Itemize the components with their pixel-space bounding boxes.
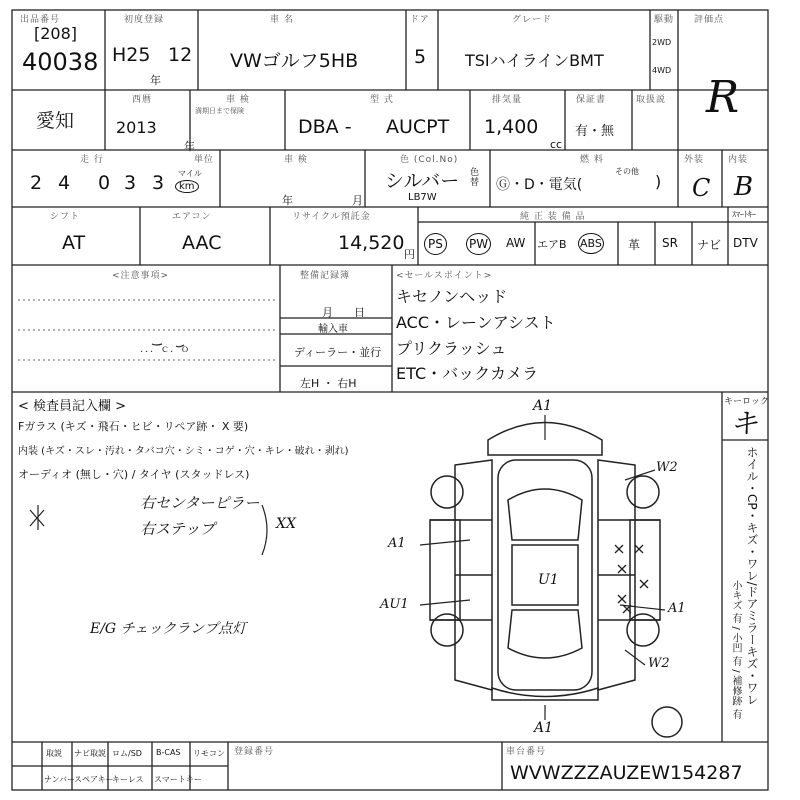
equip-ps: PS <box>424 233 447 255</box>
caution-scribble: ．．．ｃ．ｏ <box>140 344 190 355</box>
inspection-year-unit: 年 <box>282 194 293 207</box>
import-value: ディーラー・並行 <box>294 346 382 359</box>
grade-header: グレード <box>512 15 553 25</box>
displacement-unit: cc <box>550 138 563 151</box>
recycle-unit: 円 <box>404 248 415 261</box>
equip-navi: ナビ <box>697 238 722 252</box>
record-month: 月 <box>322 306 333 319</box>
unit-km: km <box>175 180 199 193</box>
fuel-header: 燃 料 <box>580 155 604 165</box>
handwritten-note-3: E/G チェックランプ点灯 <box>90 621 247 637</box>
warranty-header: 保証書 <box>576 95 607 105</box>
reg-unit: 年 <box>150 74 161 87</box>
mileage-digit-2: 4 <box>58 172 71 194</box>
shift-value: AT <box>62 232 86 254</box>
equip-aw: AW <box>506 236 526 250</box>
drive-header: 駆動 <box>654 15 675 25</box>
equip-abs: ABS <box>578 233 604 254</box>
mileage-unit-header: 単位 <box>194 155 215 165</box>
drive-4wd: 4WD <box>652 66 672 75</box>
fuel-options: Ⓖ・D・電気( <box>496 177 583 193</box>
ac-value: AAC <box>182 232 222 254</box>
exterior-grade: C <box>692 174 711 202</box>
caution-header: <注意事項> <box>112 271 170 281</box>
option-navi-manual: ナビ取説 <box>74 749 106 758</box>
option-smart-key: スマートキー <box>154 775 202 784</box>
auction-no-prefix: [208] <box>34 24 78 43</box>
mark-right-rear: A1 <box>668 601 686 616</box>
score-header: 評価点 <box>694 15 725 25</box>
mileage-header: 走 行 <box>80 155 104 165</box>
handwritten-note-1: 右センターピラー <box>140 494 260 512</box>
color-code: LB7W <box>408 192 437 203</box>
color-change-label: 色替 <box>470 168 480 188</box>
recycle-amount: 14,520 <box>338 232 405 254</box>
equip-sunroof: SR <box>662 236 678 250</box>
first-reg-header: 初度登録 <box>124 15 165 25</box>
key-lock-header: キーロック <box>724 397 769 407</box>
color-value: シルバー <box>385 170 460 192</box>
wheel-mirror-note: ホイル・CP・キズ・ワレ/ドアミラーキズ・ワレ <box>745 446 759 706</box>
inspection-header: 車 検 <box>226 95 250 105</box>
option-manual: 取説 <box>46 749 62 758</box>
chassis-header: 車台番号 <box>506 747 547 757</box>
small-scratch-note: 小キズ 有 / 小凹 有 / 補修跡 有 <box>730 580 741 719</box>
equip-pw: PW <box>466 233 491 255</box>
option-rom-sd: ロム/SD <box>112 749 142 758</box>
mark-left-rear: AU1 <box>380 597 409 612</box>
recycle-header: リサイクル預託金 <box>292 212 371 222</box>
handwritten-note-2: 右ステップ <box>140 520 215 538</box>
exterior-header: 外装 <box>684 155 705 165</box>
selling-point-1: キセノンヘッド <box>396 287 508 306</box>
grade-value: TSIハイラインBMT <box>465 51 604 70</box>
option-keyless: キーレス <box>112 775 144 784</box>
record-book-header: 整備記録簿 <box>300 271 351 281</box>
inspection-note: 満期日まで保険 <box>195 107 244 115</box>
type-header: 型 式 <box>370 95 394 105</box>
era-year: H25 <box>112 44 151 66</box>
model-code: AUCPT <box>386 116 450 138</box>
inspection-month-unit: 月 <box>352 194 363 207</box>
import-header: 輸入車 <box>318 324 348 335</box>
steering-value: 左H ・ 右H <box>300 377 357 390</box>
interior-line: 内装 (キズ・スレ・汚れ・タバコ穴・シミ・コゲ・穴・キレ・破れ・剥れ) <box>18 446 349 457</box>
equipment-header: 純 正 装 備 品 <box>520 212 586 222</box>
mileage-digit-5: 3 <box>152 172 165 194</box>
equip-airbag: エアB <box>537 238 567 251</box>
year-header: 西暦 <box>132 95 153 105</box>
inspector-title: < 検査員記入欄 > <box>18 399 127 414</box>
warranty-value: 有・無 <box>575 124 615 139</box>
glass-line: Fガラス (キズ・飛石・ヒビ・リペア跡・ X 要) <box>18 420 249 433</box>
color-header: 色 (Col.No) <box>400 155 459 165</box>
equipment-extra-header: ｽﾏｰﾄｷｰ <box>732 210 756 219</box>
mark-rear: A1 <box>534 720 554 736</box>
selling-point-2: ACC・レーンアシスト <box>396 313 556 332</box>
option-plate: ナンバー <box>44 775 76 784</box>
mark-left-front: A1 <box>388 536 406 551</box>
equip-dtv: DTV <box>733 236 758 250</box>
shift-header: シフト <box>50 212 81 222</box>
mark-roof: U1 <box>538 572 559 588</box>
manual-header: 取扱説 <box>636 95 667 105</box>
option-remote: リモコン <box>193 749 225 758</box>
year-unit: 年 <box>184 140 195 153</box>
mark-front: A1 <box>533 398 553 414</box>
mileage-digit-1: 2 <box>30 172 43 194</box>
selling-points-header: <セールスポイント> <box>396 271 493 281</box>
model-name: VWゴルフ5HB <box>230 50 359 72</box>
mileage-digit-4: 3 <box>124 172 137 194</box>
audio-tire-line: オーディオ (無し・穴) / タイヤ (スタッドレス) <box>18 468 250 481</box>
chassis-number: WVWZZZAUZEW154287 <box>510 762 743 784</box>
fuel-other-label: その他 <box>615 167 639 176</box>
equip-leather: 革 <box>628 238 641 252</box>
score-value: R <box>706 72 740 123</box>
auction-no-header: 出品番号 <box>20 15 61 25</box>
doors-header: ドア <box>410 15 430 25</box>
option-spare-key: スペアキー <box>74 775 114 784</box>
interior-grade: B <box>734 172 754 202</box>
model-code-prefix: DBA - <box>298 116 352 138</box>
selling-point-3: プリクラッシュ <box>396 339 507 358</box>
reg-month: 12 <box>168 44 193 66</box>
model-header: 車 名 <box>270 15 294 25</box>
option-bcas: B-CAS <box>156 748 181 757</box>
displacement-header: 排気量 <box>492 95 523 105</box>
prefecture: 愛知 <box>36 110 75 132</box>
inspection-expiry-header: 車 検 <box>284 155 308 165</box>
year-value: 2013 <box>116 118 157 137</box>
unit-miles: マイル <box>178 169 202 178</box>
record-day: 日 <box>354 306 365 319</box>
registration-header: 登録番号 <box>234 747 275 757</box>
handwritten-mark: XX <box>276 516 296 532</box>
doors-value: 5 <box>414 46 427 68</box>
interior-header: 内装 <box>728 155 749 165</box>
mileage-digit-3: 0 <box>98 172 111 194</box>
drive-2wd: 2WD <box>652 38 672 47</box>
ac-header: エアコン <box>172 212 212 222</box>
mark-right-wheel-front: W2 <box>656 460 678 475</box>
mark-right-wheel-rear: W2 <box>648 656 670 671</box>
fuel-close-paren: ) <box>655 172 662 191</box>
displacement-value: 1,400 <box>484 116 539 138</box>
auction-number: 40038 <box>22 48 99 76</box>
selling-point-4: ETC・バックカメラ <box>396 364 539 383</box>
key-lock-value: キ <box>730 407 759 440</box>
